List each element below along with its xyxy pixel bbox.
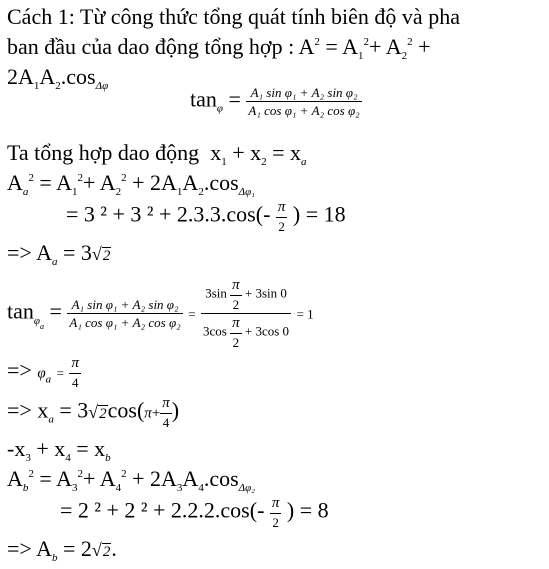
amplitude-formula-head: $A^2 = A_1^2+ A_2^2$ +: [298, 34, 431, 62]
amp-b-result: => $A_b = 2√2$.: [7, 536, 117, 564]
intro-line-2-text: ban đầu của dao động tổng hợp :: [7, 34, 295, 59]
phase-a-fraction-general: $\frac{\text{A₁ sin φ₁ + A₂ sin φ₂}}{\text{A₁ cos φ₁ + A₂ cos φ₂}}$: [69, 297, 181, 330]
phase-formula: $\tan_\varphi$ = $\frac{\text{A₁ sin φ₁ + A₂ sin φ₂}}{\text{A₁ cos φ₁ + A₂ cos φ₂}}$: [190, 85, 360, 118]
combine-line-a: Ta tổng hợp dao động $x_1 + x_2 = x_a$: [7, 140, 307, 168]
amp-a-formula: $A_a^2 = A_1^2+ A_2^2 + 2A_1A_2.\cos_{\Delta\varphi_1}$: [7, 170, 256, 198]
intro-line-2: [7, 34, 431, 62]
x-a-result: => $x_a = 3√2\cos(\pi+$ $\frac{\pi}{4}$ ): [7, 395, 180, 430]
phase-a-formula: $\tan_{\varphi_a}$ = $\frac{\text{A₁ sin φ₁ + A₂ sin φ₂}}{\text{A₁ cos φ₁ + A₂ cos φ₂}}$ = 3sin $\frac{\pi}{2}$ + 3sin 0 3cos $\frac{\pi}{2}$ + 3cos 0 = 1: [7, 277, 314, 350]
amp-b-formula: $A_b^2 = A_3^2+ A_4^2 + 2A_3A_4.\cos_{\Delta\varphi_2}$: [7, 466, 256, 494]
amp-a-calc: = 3 ² + 3 ² + 2.3.3.cos(- $\frac{\pi}{2}$ ) = 18: [66, 199, 346, 234]
amplitude-formula-tail: $2A_1A_2.\cos_{\Delta\varphi}$: [7, 64, 109, 92]
phase-a-fraction-numeric: 3sin $\frac{\pi}{2}$ + 3sin 0 3cos $\frac{\pi}{2}$ + 3cos 0: [203, 277, 290, 350]
phase-a-result: => $\varphi_a$ = $\frac{\pi}{4}$: [7, 355, 79, 390]
tan-label: tan: [190, 86, 217, 112]
combine-line-b: $-x_3 + x_4 = x_b$: [7, 436, 111, 464]
intro-line-1: Cách 1: Từ công thức tổng quát tính biên độ và pha: [7, 4, 460, 29]
pi-over-2-fraction: $\frac{\pi}{2}$: [277, 199, 286, 234]
amp-b-calc: = 2 ² + 2 ² + 2.2.2.cos(- $\frac{\pi}{2}$ ) = 8: [60, 495, 329, 530]
pi-over-2-fraction-b: $\frac{\pi}{2}$: [271, 495, 280, 530]
pi-over-4-fraction: $\frac{\pi}{4}$: [71, 355, 79, 390]
phase-fraction: $\frac{\text{A₁ sin φ₁ + A₂ sin φ₂}}{\text{A₁ cos φ₁ + A₂ cos φ₂}}$: [248, 85, 360, 118]
amp-a-result: => $A_a = 3√2$: [7, 240, 111, 268]
pi-over-4-fraction-b: $\frac{\pi}{4}$: [162, 395, 170, 430]
